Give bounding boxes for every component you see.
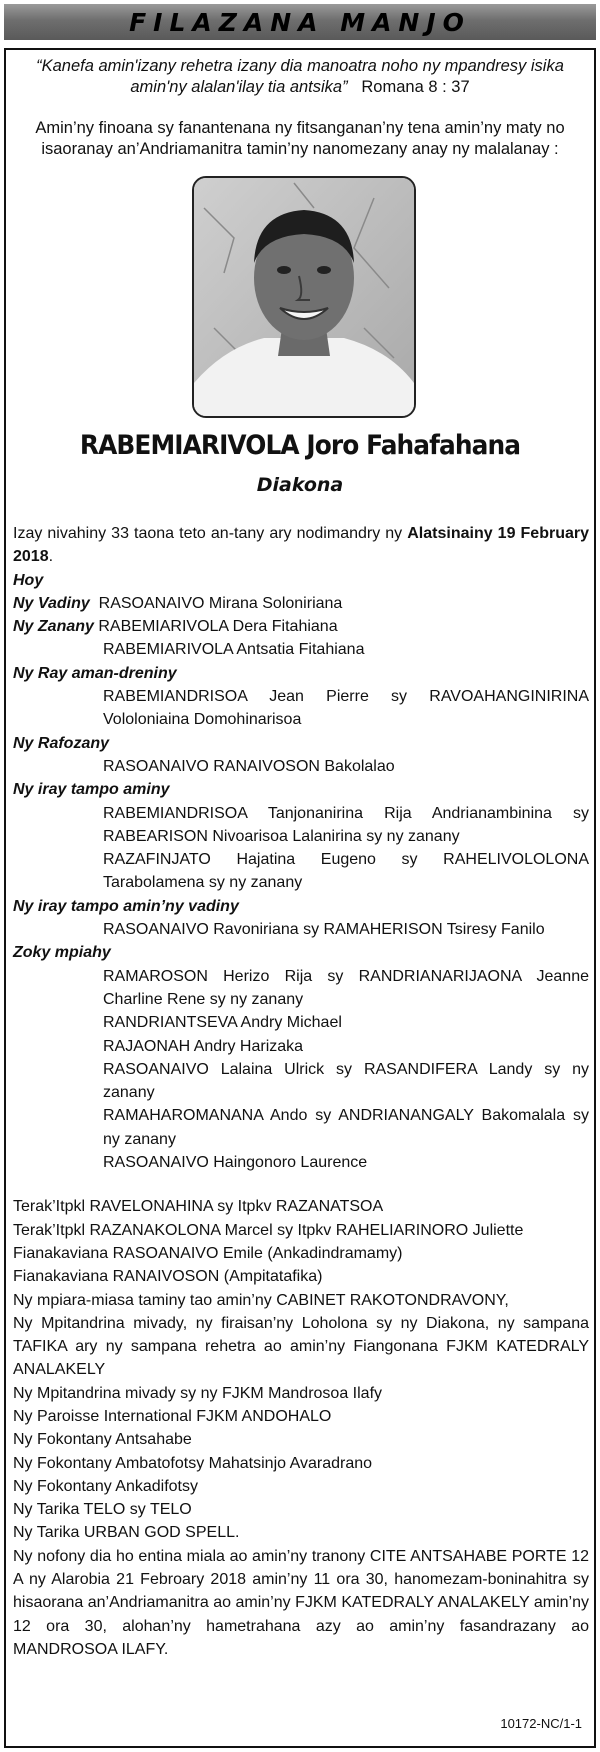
children-line: Ny Zanany RABEMIARIVOLA Dera Fitahiana [13,618,338,636]
portrait-photo [192,176,416,418]
other-mourner: Terak’Itpkl RAVELONAHINA sy Itpkv RAZANATSOA [13,1198,384,1216]
elders-label: Zoky mpiahy [13,944,111,962]
other-mourner: Ny Fokontany Ankadifotsy [13,1477,198,1495]
notice-header-title: FILAZANA MANJO [129,7,471,37]
other-mourner: Fianakaviana RANAIVOSON (Ampitatafika) [13,1268,323,1286]
funeral-arrangements: Ny nofony dia ho entina miala ao amin’ny tranony CITE ANTSAHABE PORTE 12 A ny Alarobia 21 Febroary 2018 amin’ny 11 ora 30, hanomezam-boninahitra sy hisaorana an’Andriamanitra ao amin’ny FJKM KATEDRALY ANALAKELY amin’ny 12 ora 30, alohan’ny hametrahana azy ao amin’ny fasandrazany ao MANDROSOA ILAFY. [13,1547,589,1658]
parents-names: RABEMIANDRISOA Jean Pierre sy RAVOAHANGINIRINA Vololoniaina Domohinarisoa [103,688,589,729]
deceased-title: Diakona [256,474,344,496]
other-mourner: Ny Tarika TELO sy TELO [13,1501,192,1519]
elder-entry: RAJAONAH Andry Harizaka [103,1037,304,1055]
hoy-label: Hoy [13,571,44,589]
in-laws-names: RASOANAIVO RANAIVOSON Bakolalao [103,757,395,775]
death-date: Alatsinainy 19 February 2018 [13,525,590,566]
elder-entry: RASOANAIVO Haingonoro Laurence [103,1154,368,1172]
notice-header [4,4,596,40]
child-name: RABEMIARIVOLA Antsatia Fitahiana [103,641,365,659]
sibling-entry: RABEMIANDRISOA Tanjonanirina Rija Andrianambinina sy RABEARISON Nivoarisoa Lalanirina sy ny zanany [103,804,589,845]
siblings-label: Ny iray tampo aminy [13,781,170,799]
elder-entry: RAMAHAROMANANA Ando sy ANDRIANANGALY Bakomalala sy ny zanany [103,1107,589,1148]
deceased-name: RABEMIARIVOLA Joro Fahafahana [79,430,521,461]
intro-text: Amin’ny finoana sy fanantenana ny fitsanganan’ny tena amin’ny maty no isaoranay an’Andriamanitra tamin’ny nanomezany anay ny malalanay : [35,119,565,158]
other-mourner: Ny Fokontany Ambatofotsy Mahatsinjo Avaradrano [13,1454,373,1472]
parents-label: Ny Ray aman-dreniny [13,664,177,682]
elder-entry: RAMAROSON Herizo Rija sy RANDRIANARIJAONA Jeanne Charline Rene sy ny zanany [103,967,589,1008]
child-name: RABEMIARIVOLA Dera Fitahiana [98,618,338,636]
spouse-siblings-names: RASOANAIVO Ravoniriana sy RAMAHERISON Tsiresy Fanilo [103,921,545,939]
notice-body [13,522,589,1661]
other-mourner: Ny Paroisse International FJKM ANDOHALO [13,1407,332,1425]
elder-entry: RASOANAIVO Lalaina Ulrick sy RASANDIFERA Landy sy ny zanany [103,1060,589,1102]
portrait-image [194,178,414,416]
other-mourner: Ny Tarika URBAN GOD SPELL. [13,1524,240,1542]
obituary-notice [4,4,596,1748]
other-mourner: Fianakaviana RASOANAIVO Emile (Ankadindramamy) [13,1244,403,1262]
quote-text: “Kanefa amin'izany rehetra izany dia manoatra noho ny mpandresy isika amin'ny alalan'ilay tia antsika” [36,57,564,96]
quote-reference: Romana 8 : 37 [361,78,470,96]
spouse-line: Ny Vadiny RASOANAIVO Mirana Soloniriana [13,594,343,612]
in-laws-label: Ny Rafozany [13,734,110,752]
other-mourner: Ny mpiara-miasa taminy tao amin’ny CABINET RAKOTONDRAVONY, [13,1291,509,1309]
spouse-siblings-label: Ny iray tampo amin’ny vadiny [13,897,239,915]
other-mourner: Ny Mpitandrina mivady, ny firaisan’ny Loholona sy ny Diakona, ny sampana TAFIKA ary ny sampana rehetra ao amin’ny Fiangonana FJKM KATEDRALY ANALAKELY [13,1314,589,1379]
sibling-entry: RAZAFINJATO Hajatina Eugeno sy RAHELIVOLOLONA Tarabolamena sy ny zanany [103,851,589,892]
other-mourner: Ny Fokontany Antsahabe [13,1431,192,1449]
notice-reference: 10172-NC/1-1 [500,1716,582,1731]
other-mourner: Ny Mpitandrina mivady sy ny FJKM Mandrosoa Ilafy [13,1384,383,1402]
other-mourner: Terak’Itpkl RAZANAKOLONA Marcel sy Itpkv RAHELIARINORO Juliette [13,1221,524,1239]
spouse-name: RASOANAIVO Mirana Soloniriana [98,594,343,612]
death-announcement: Izay nivahiny 33 taona teto an-tany ary nodimandry ny Alatsinainy 19 February 2018. [13,525,590,566]
elder-entry: RANDRIANTSEVA Andry Michael [103,1014,342,1032]
bible-quote [14,56,586,98]
